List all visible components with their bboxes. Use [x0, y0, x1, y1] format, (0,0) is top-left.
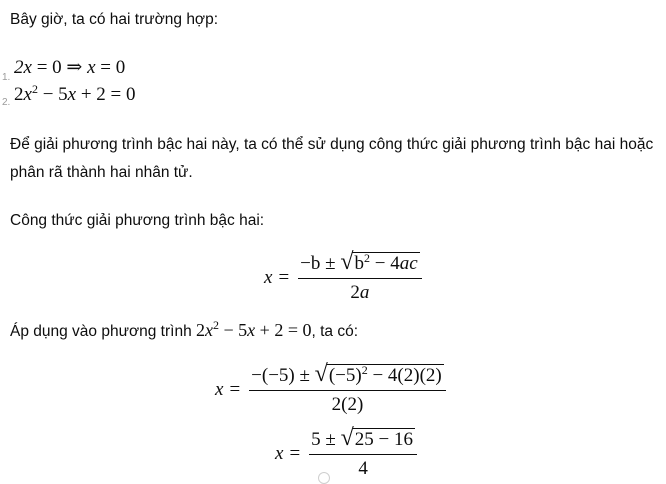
intro-text: Bây giờ, ta có hai trường hợp:: [10, 11, 219, 28]
formula-numerator-prefix: −b ±: [300, 253, 336, 274]
step2-numerator-prefix: 5 ±: [311, 429, 336, 450]
step1-radicand: $(-5)^2 - 4(2)(2)$: [328, 363, 442, 386]
step2-denominator: 4: [358, 458, 368, 479]
sqrt-symbol: √ 25 − 16: [340, 425, 413, 451]
step1-numerator: [249, 361, 446, 390]
step1-equals: =: [229, 379, 241, 400]
apply-line: [10, 316, 358, 346]
formula-denominator: 2a: [350, 282, 370, 303]
explanation-line-1: Để giải phương trình bậc hai này, ta có thể sử dụng công thức giải phương trình bậc hai hoặc: [10, 136, 654, 153]
step2-lhs: x: [275, 443, 284, 464]
formula-equals: =: [278, 267, 290, 288]
scroll-indicator-icon[interactable]: [318, 472, 330, 484]
formula-radicand: $b^2 - 4ac$: [354, 251, 418, 274]
step2-equals: =: [289, 443, 301, 464]
sqrt-symbol: √ $b^2 - 4ac$: [340, 249, 418, 275]
list-marker-2: 2.: [2, 97, 11, 108]
formula-numerator: [298, 249, 421, 278]
step1-numerator-prefix: −(−5) ±: [251, 365, 310, 386]
case-equation-2: $2x^2 - 5x + 2 = 0$: [14, 82, 136, 105]
step1-lhs: x: [215, 379, 224, 400]
step1-fraction: [249, 361, 446, 416]
case-equation-1: 2x = 0 ⇒ x = 0: [14, 57, 126, 78]
quadratic-formula: [264, 249, 425, 304]
sqrt-symbol: √ $(-5)^2 - 4(2)(2)$: [314, 361, 442, 387]
substitution-step-2: [275, 425, 420, 480]
formula-heading: Công thức giải phương trình bậc hai:: [10, 212, 265, 229]
formula-fraction: [298, 249, 421, 304]
formula-lhs: x: [264, 267, 273, 288]
explanation-line-2: phân rã thành hai nhân tử.: [10, 164, 193, 181]
apply-suffix: , ta có:: [311, 323, 359, 340]
apply-equation: $2x^2 - 5x + 2 = 0$: [196, 318, 312, 340]
substitution-step-1: [215, 361, 449, 416]
step2-radicand: 25 − 16: [354, 429, 413, 450]
list-marker-1: 1.: [2, 72, 11, 83]
step2-numerator: [309, 425, 417, 454]
step1-denominator: 2(2): [331, 394, 364, 415]
apply-prefix: Áp dụng vào phương trình: [10, 323, 192, 340]
